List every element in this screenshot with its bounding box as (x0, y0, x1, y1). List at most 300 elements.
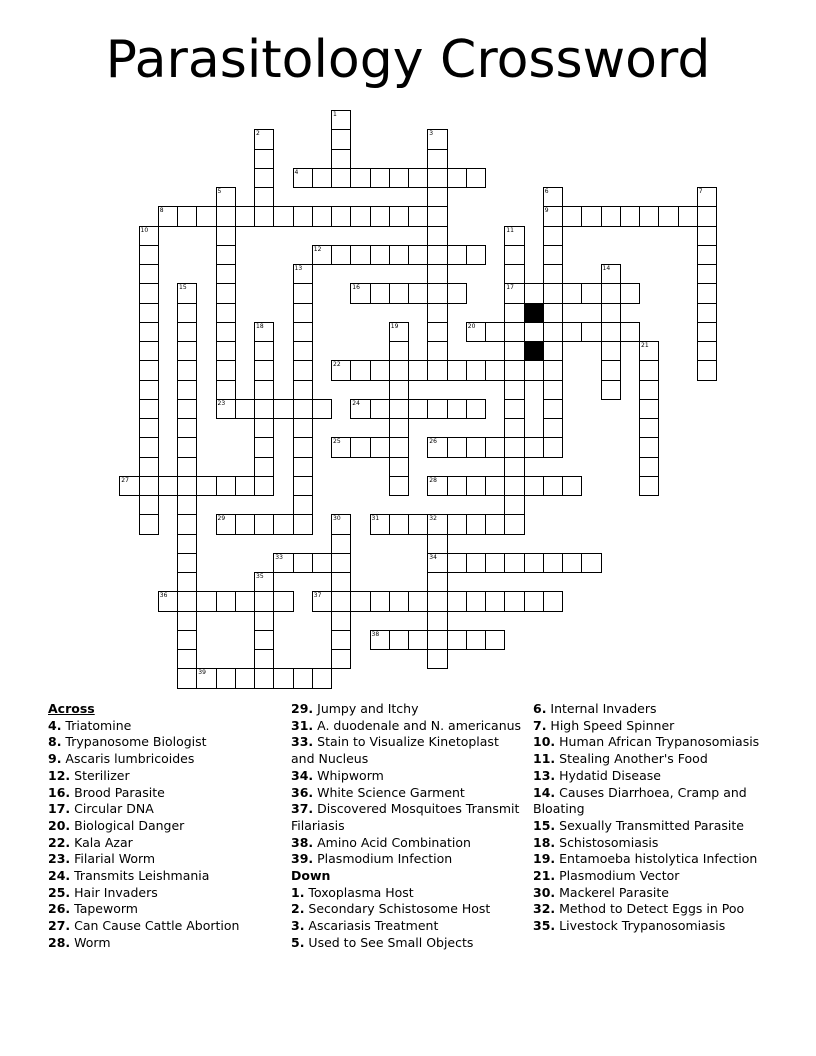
grid-cell[interactable] (312, 399, 332, 419)
grid-cell[interactable] (254, 149, 274, 169)
grid-cell[interactable] (370, 283, 390, 303)
grid-cell[interactable] (177, 322, 197, 342)
grid-cell[interactable] (697, 245, 717, 265)
grid-cell[interactable] (139, 495, 159, 515)
grid-cell[interactable] (466, 168, 486, 188)
grid-cell[interactable] (485, 476, 505, 496)
grid-cell[interactable] (254, 399, 274, 419)
grid-cell[interactable] (639, 399, 659, 419)
grid-cell[interactable] (389, 206, 409, 226)
grid-cell[interactable] (408, 245, 428, 265)
grid-cell[interactable] (581, 206, 601, 226)
grid-cell[interactable] (273, 591, 293, 611)
grid-cell[interactable] (254, 341, 274, 361)
grid-cell[interactable] (293, 553, 313, 573)
grid-cell[interactable] (562, 206, 582, 226)
grid-cell[interactable] (293, 206, 313, 226)
grid-cell[interactable] (196, 591, 216, 611)
grid-cell[interactable] (408, 206, 428, 226)
grid-cell[interactable] (293, 168, 313, 188)
grid-cell[interactable] (427, 591, 447, 611)
grid-cell[interactable] (543, 418, 563, 438)
grid-cell[interactable] (331, 437, 351, 457)
grid-cell[interactable] (524, 476, 544, 496)
grid-cell[interactable] (447, 168, 467, 188)
grid-cell[interactable] (389, 457, 409, 477)
grid-cell[interactable] (408, 630, 428, 650)
grid-cell[interactable] (524, 322, 544, 342)
grid-cell[interactable] (678, 206, 698, 226)
grid-cell[interactable] (370, 437, 390, 457)
grid-cell[interactable] (504, 591, 524, 611)
grid-cell[interactable] (177, 591, 197, 611)
grid-cell[interactable] (216, 514, 236, 534)
grid-cell[interactable] (427, 245, 447, 265)
grid-cell[interactable] (658, 206, 678, 226)
grid-cell[interactable] (466, 437, 486, 457)
grid-cell[interactable] (254, 418, 274, 438)
grid-cell[interactable] (254, 611, 274, 631)
grid-cell[interactable] (177, 360, 197, 380)
grid-cell[interactable] (504, 303, 524, 323)
grid-cell[interactable] (601, 283, 621, 303)
grid-cell[interactable] (273, 553, 293, 573)
grid-cell[interactable] (389, 380, 409, 400)
grid-cell[interactable] (447, 630, 467, 650)
grid-cell[interactable] (216, 245, 236, 265)
grid-cell[interactable] (370, 514, 390, 534)
grid-cell[interactable] (466, 591, 486, 611)
grid-cell[interactable] (427, 264, 447, 284)
grid-cell[interactable] (543, 264, 563, 284)
grid-cell[interactable] (427, 534, 447, 554)
grid-cell[interactable] (639, 418, 659, 438)
grid-cell[interactable] (254, 649, 274, 669)
grid-cell[interactable] (543, 380, 563, 400)
grid-cell[interactable] (293, 360, 313, 380)
grid-cell[interactable] (293, 668, 313, 688)
grid-cell[interactable] (485, 360, 505, 380)
grid-cell[interactable] (466, 630, 486, 650)
grid-cell[interactable] (177, 611, 197, 631)
grid-cell[interactable] (273, 206, 293, 226)
grid-cell[interactable] (447, 283, 467, 303)
grid-cell[interactable] (216, 360, 236, 380)
grid-cell[interactable] (389, 591, 409, 611)
grid-cell[interactable] (581, 283, 601, 303)
grid-cell[interactable] (331, 534, 351, 554)
grid-cell[interactable] (235, 591, 255, 611)
grid-cell[interactable] (139, 457, 159, 477)
grid-cell[interactable] (389, 437, 409, 457)
grid-cell[interactable] (331, 206, 351, 226)
grid-cell[interactable] (331, 553, 351, 573)
grid-cell[interactable] (427, 514, 447, 534)
grid-cell[interactable] (254, 476, 274, 496)
grid-cell[interactable] (427, 341, 447, 361)
grid-cell[interactable] (158, 206, 178, 226)
grid-cell[interactable] (254, 591, 274, 611)
grid-cell[interactable] (427, 226, 447, 246)
grid-cell[interactable] (447, 514, 467, 534)
grid-cell[interactable] (350, 591, 370, 611)
grid-cell[interactable] (697, 360, 717, 380)
grid-cell[interactable] (504, 553, 524, 573)
grid-cell[interactable] (158, 476, 178, 496)
grid-cell[interactable] (543, 437, 563, 457)
grid-cell[interactable] (139, 226, 159, 246)
grid-cell[interactable] (254, 187, 274, 207)
grid-cell[interactable] (639, 206, 659, 226)
grid-cell[interactable] (177, 399, 197, 419)
grid-cell[interactable] (524, 437, 544, 457)
grid-cell[interactable] (254, 322, 274, 342)
grid-cell[interactable] (312, 206, 332, 226)
grid-cell[interactable] (524, 283, 544, 303)
grid-cell[interactable] (504, 226, 524, 246)
grid-cell[interactable] (389, 341, 409, 361)
grid-cell[interactable] (601, 264, 621, 284)
grid-cell[interactable] (427, 630, 447, 650)
grid-cell[interactable] (504, 495, 524, 515)
grid-cell[interactable] (543, 591, 563, 611)
grid-cell[interactable] (543, 187, 563, 207)
grid-cell[interactable] (524, 591, 544, 611)
grid-cell[interactable] (216, 264, 236, 284)
grid-cell[interactable] (216, 187, 236, 207)
grid-cell[interactable] (177, 495, 197, 515)
grid-cell[interactable] (466, 399, 486, 419)
grid-cell[interactable] (427, 360, 447, 380)
grid-cell[interactable] (254, 668, 274, 688)
grid-cell[interactable] (504, 476, 524, 496)
grid-cell[interactable] (485, 514, 505, 534)
grid-cell[interactable] (562, 476, 582, 496)
grid-cell[interactable] (697, 264, 717, 284)
grid-cell[interactable] (389, 322, 409, 342)
grid-cell[interactable] (273, 399, 293, 419)
grid-cell[interactable] (427, 611, 447, 631)
grid-cell[interactable] (139, 264, 159, 284)
grid-cell[interactable] (254, 129, 274, 149)
grid-cell[interactable] (389, 418, 409, 438)
grid-cell[interactable] (543, 476, 563, 496)
grid-cell[interactable] (293, 437, 313, 457)
grid-cell[interactable] (350, 245, 370, 265)
grid-cell[interactable] (639, 341, 659, 361)
grid-cell[interactable] (543, 341, 563, 361)
grid-cell[interactable] (293, 322, 313, 342)
grid-cell[interactable] (504, 457, 524, 477)
grid-cell[interactable] (504, 245, 524, 265)
grid-cell[interactable] (485, 553, 505, 573)
grid-cell[interactable] (216, 399, 236, 419)
grid-cell[interactable] (697, 322, 717, 342)
grid-cell[interactable] (601, 206, 621, 226)
grid-cell[interactable] (427, 553, 447, 573)
grid-cell[interactable] (389, 360, 409, 380)
grid-cell[interactable] (447, 360, 467, 380)
grid-cell[interactable] (504, 437, 524, 457)
grid-cell[interactable] (524, 360, 544, 380)
grid-cell[interactable] (466, 514, 486, 534)
grid-cell[interactable] (331, 611, 351, 631)
grid-cell[interactable] (254, 437, 274, 457)
grid-cell[interactable] (216, 303, 236, 323)
grid-cell[interactable] (216, 380, 236, 400)
grid-cell[interactable] (235, 399, 255, 419)
grid-cell[interactable] (331, 245, 351, 265)
grid-cell[interactable] (254, 514, 274, 534)
grid-cell[interactable] (216, 283, 236, 303)
grid-cell[interactable] (524, 553, 544, 573)
grid-cell[interactable] (216, 322, 236, 342)
grid-cell[interactable] (620, 322, 640, 342)
grid-cell[interactable] (389, 168, 409, 188)
grid-cell[interactable] (601, 380, 621, 400)
grid-cell[interactable] (331, 168, 351, 188)
grid-cell[interactable] (639, 476, 659, 496)
grid-cell[interactable] (504, 380, 524, 400)
grid-cell[interactable] (177, 341, 197, 361)
grid-cell[interactable] (447, 553, 467, 573)
grid-cell[interactable] (427, 649, 447, 669)
grid-cell[interactable] (620, 283, 640, 303)
grid-cell[interactable] (139, 341, 159, 361)
grid-cell[interactable] (119, 476, 139, 496)
grid-cell[interactable] (235, 206, 255, 226)
grid-cell[interactable] (177, 553, 197, 573)
grid-cell[interactable] (139, 283, 159, 303)
grid-cell[interactable] (177, 649, 197, 669)
grid-cell[interactable] (408, 283, 428, 303)
grid-cell[interactable] (331, 630, 351, 650)
grid-cell[interactable] (350, 360, 370, 380)
grid-cell[interactable] (177, 668, 197, 688)
grid-cell[interactable] (504, 514, 524, 534)
grid-cell[interactable] (293, 380, 313, 400)
grid-cell[interactable] (427, 399, 447, 419)
grid-cell[interactable] (504, 418, 524, 438)
grid-cell[interactable] (389, 476, 409, 496)
grid-cell[interactable] (408, 360, 428, 380)
grid-cell[interactable] (177, 303, 197, 323)
grid-cell[interactable] (427, 149, 447, 169)
grid-cell[interactable] (139, 418, 159, 438)
grid-cell[interactable] (331, 360, 351, 380)
grid-cell[interactable] (235, 514, 255, 534)
grid-cell[interactable] (697, 303, 717, 323)
grid-cell[interactable] (331, 591, 351, 611)
grid-cell[interactable] (216, 226, 236, 246)
grid-cell[interactable] (196, 668, 216, 688)
grid-cell[interactable] (543, 283, 563, 303)
grid-cell[interactable] (312, 168, 332, 188)
grid-cell[interactable] (389, 245, 409, 265)
grid-cell[interactable] (293, 495, 313, 515)
grid-cell[interactable] (139, 476, 159, 496)
grid-cell[interactable] (293, 264, 313, 284)
grid-cell[interactable] (312, 553, 332, 573)
grid-cell[interactable] (408, 168, 428, 188)
grid-cell[interactable] (466, 476, 486, 496)
grid-cell[interactable] (350, 168, 370, 188)
grid-cell[interactable] (293, 341, 313, 361)
grid-cell[interactable] (331, 149, 351, 169)
grid-cell[interactable] (562, 553, 582, 573)
grid-cell[interactable] (543, 303, 563, 323)
grid-cell[interactable] (216, 206, 236, 226)
grid-cell[interactable] (697, 283, 717, 303)
grid-cell[interactable] (177, 534, 197, 554)
grid-cell[interactable] (293, 418, 313, 438)
grid-cell[interactable] (177, 572, 197, 592)
grid-cell[interactable] (331, 514, 351, 534)
grid-cell[interactable] (485, 322, 505, 342)
grid-cell[interactable] (504, 322, 524, 342)
grid-cell[interactable] (177, 630, 197, 650)
grid-cell[interactable] (293, 514, 313, 534)
grid-cell[interactable] (177, 457, 197, 477)
grid-cell[interactable] (273, 668, 293, 688)
grid-cell[interactable] (293, 457, 313, 477)
grid-cell[interactable] (293, 399, 313, 419)
grid-cell[interactable] (254, 206, 274, 226)
grid-cell[interactable] (697, 341, 717, 361)
grid-cell[interactable] (504, 264, 524, 284)
grid-cell[interactable] (350, 399, 370, 419)
grid-cell[interactable] (543, 322, 563, 342)
grid-cell[interactable] (177, 514, 197, 534)
grid-cell[interactable] (293, 303, 313, 323)
grid-cell[interactable] (177, 476, 197, 496)
grid-cell[interactable] (139, 322, 159, 342)
grid-cell[interactable] (447, 476, 467, 496)
grid-cell[interactable] (427, 572, 447, 592)
grid-cell[interactable] (139, 380, 159, 400)
grid-cell[interactable] (177, 206, 197, 226)
grid-cell[interactable] (639, 457, 659, 477)
grid-cell[interactable] (177, 437, 197, 457)
grid-cell[interactable] (216, 476, 236, 496)
grid-cell[interactable] (158, 591, 178, 611)
grid-cell[interactable] (312, 668, 332, 688)
grid-cell[interactable] (370, 245, 390, 265)
grid-cell[interactable] (312, 245, 332, 265)
grid-cell[interactable] (389, 399, 409, 419)
grid-cell[interactable] (408, 514, 428, 534)
grid-cell[interactable] (273, 514, 293, 534)
grid-cell[interactable] (177, 418, 197, 438)
grid-cell[interactable] (427, 129, 447, 149)
grid-cell[interactable] (601, 303, 621, 323)
grid-cell[interactable] (504, 360, 524, 380)
grid-cell[interactable] (350, 283, 370, 303)
grid-cell[interactable] (504, 341, 524, 361)
grid-cell[interactable] (254, 457, 274, 477)
grid-cell[interactable] (466, 553, 486, 573)
grid-cell[interactable] (562, 283, 582, 303)
grid-cell[interactable] (350, 437, 370, 457)
grid-cell[interactable] (427, 283, 447, 303)
grid-cell[interactable] (447, 591, 467, 611)
grid-cell[interactable] (427, 187, 447, 207)
grid-cell[interactable] (543, 206, 563, 226)
grid-cell[interactable] (254, 572, 274, 592)
grid-cell[interactable] (389, 630, 409, 650)
grid-cell[interactable] (370, 399, 390, 419)
grid-cell[interactable] (543, 226, 563, 246)
grid-cell[interactable] (350, 206, 370, 226)
grid-cell[interactable] (601, 322, 621, 342)
grid-cell[interactable] (466, 322, 486, 342)
grid-cell[interactable] (697, 187, 717, 207)
grid-cell[interactable] (485, 437, 505, 457)
grid-cell[interactable] (697, 206, 717, 226)
grid-cell[interactable] (216, 591, 236, 611)
grid-cell[interactable] (331, 129, 351, 149)
grid-cell[interactable] (196, 476, 216, 496)
grid-cell[interactable] (447, 399, 467, 419)
grid-cell[interactable] (139, 399, 159, 419)
grid-cell[interactable] (139, 514, 159, 534)
grid-cell[interactable] (177, 283, 197, 303)
grid-cell[interactable] (697, 226, 717, 246)
grid-cell[interactable] (370, 360, 390, 380)
grid-cell[interactable] (466, 245, 486, 265)
grid-cell[interactable] (254, 380, 274, 400)
grid-cell[interactable] (370, 591, 390, 611)
grid-cell[interactable] (235, 668, 255, 688)
grid-cell[interactable] (408, 591, 428, 611)
grid-cell[interactable] (312, 591, 332, 611)
grid-cell[interactable] (177, 380, 197, 400)
grid-cell[interactable] (543, 360, 563, 380)
grid-cell[interactable] (254, 168, 274, 188)
grid-cell[interactable] (389, 283, 409, 303)
grid-cell[interactable] (293, 283, 313, 303)
grid-cell[interactable] (427, 437, 447, 457)
grid-cell[interactable] (581, 322, 601, 342)
grid-cell[interactable] (254, 630, 274, 650)
grid-cell[interactable] (389, 514, 409, 534)
grid-cell[interactable] (543, 553, 563, 573)
grid-cell[interactable] (543, 245, 563, 265)
grid-cell[interactable] (196, 206, 216, 226)
grid-cell[interactable] (331, 110, 351, 130)
grid-cell[interactable] (427, 476, 447, 496)
grid-cell[interactable] (485, 630, 505, 650)
grid-cell[interactable] (370, 630, 390, 650)
grid-cell[interactable] (370, 168, 390, 188)
grid-cell[interactable] (235, 476, 255, 496)
grid-cell[interactable] (601, 360, 621, 380)
grid-cell[interactable] (427, 303, 447, 323)
grid-cell[interactable] (139, 245, 159, 265)
grid-cell[interactable] (293, 476, 313, 496)
grid-cell[interactable] (639, 380, 659, 400)
grid-cell[interactable] (639, 437, 659, 457)
grid-cell[interactable] (447, 245, 467, 265)
grid-cell[interactable] (601, 341, 621, 361)
grid-cell[interactable] (139, 437, 159, 457)
grid-cell[interactable] (466, 360, 486, 380)
grid-cell[interactable] (504, 283, 524, 303)
grid-cell[interactable] (139, 360, 159, 380)
grid-cell[interactable] (562, 322, 582, 342)
grid-cell[interactable] (639, 360, 659, 380)
grid-cell[interactable] (216, 668, 236, 688)
